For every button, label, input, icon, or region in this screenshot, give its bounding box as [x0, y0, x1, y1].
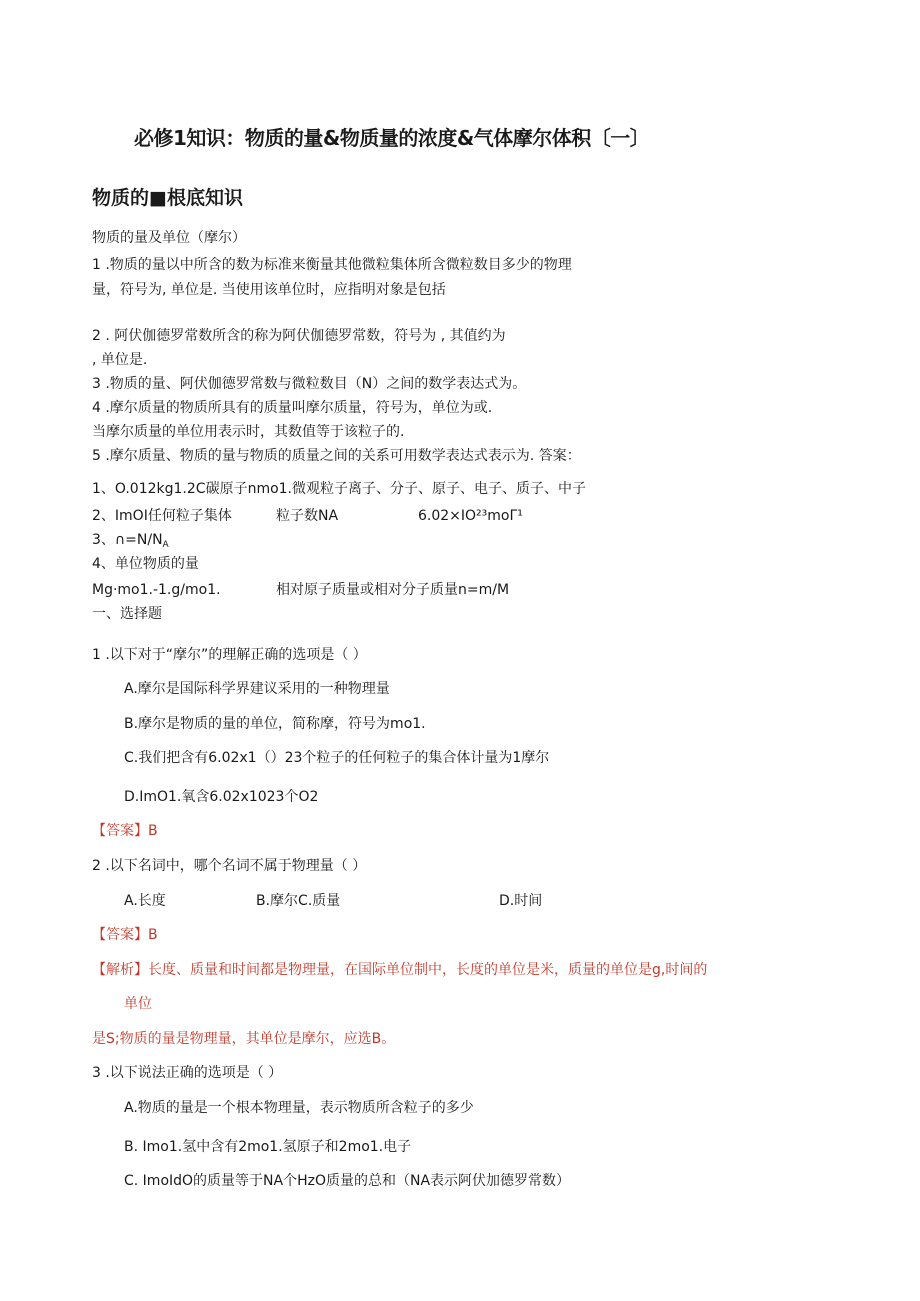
- question-1-option-a: A.摩尔是国际科学界建议采用的一种物理量: [124, 681, 390, 697]
- question-2-answer: 【答案】B: [92, 927, 158, 943]
- answer-3-main: 3、∩=N/N: [92, 532, 163, 548]
- item-5: 5 .摩尔质量、物质的量与物质的质量之间的关系可用数学表达式表示为. 答案：: [92, 448, 581, 464]
- question-1-option-c: C.我们把含有6.02x1（）23个粒子的任何粒子的集合体计量为1摩尔: [124, 750, 550, 766]
- question-2-explanation-line-2: 单位: [124, 996, 152, 1012]
- item-2-line-1: 2 . 阿伏伽德罗常数所含的称为阿伏伽德罗常数，符号为 , 其值约为: [92, 328, 506, 344]
- question-3-option-c: C. ImoIdO的质量等于NA个HzO质量的总和（NA表示阿伏加德罗常数）: [124, 1173, 571, 1189]
- question-1-answer: 【答案】B: [92, 823, 158, 839]
- answer-5-part-1: Mg·mo1.-1.g/mo1.: [92, 582, 221, 598]
- question-3: 3 .以下说法正确的选项是（ ）: [92, 1065, 283, 1081]
- answer-2-part-2: 粒子数NA: [276, 508, 339, 524]
- question-3-option-b: B. Imo1.氢中含有2mo1.氢原子和2mo1.电子: [124, 1139, 412, 1155]
- question-1-option-d: D.ImO1.氧含6.02x1023个O2: [124, 789, 319, 805]
- question-2-option-d: D.时间: [499, 893, 543, 909]
- answer-1: 1、O.012kg1.2C碳原子nmo1.微观粒子离子、分子、原子、电子、质子、中子: [92, 481, 586, 497]
- item-4-line-2: 当摩尔质量的单位用表示时，其数值等于该粒子的.: [92, 424, 405, 440]
- item-1-line-1: 1 .物质的量以中所含的数为标准来衡量其他微粒集体所含微粒数目多少的物理: [92, 257, 572, 273]
- section-choice: 一、选择题: [92, 606, 162, 622]
- answer-3: [92, 531, 169, 554]
- question-1: 1 .以下对于“摩尔”的理解正确的选项是（ ）: [92, 647, 367, 663]
- question-2-explanation-line-1: 【解析】长度、质量和时间都是物理量，在国际单位制中，长度的单位是米，质量的单位是g,时间的: [92, 962, 708, 978]
- question-3-option-a: A.物质的量是一个根本物理量，表示物质所含粒子的多少: [124, 1100, 474, 1116]
- answer-2-part-3: 6.02×IO²³moΓ¹: [418, 508, 523, 524]
- answer-3-subscript: A: [162, 540, 169, 550]
- answer-4: 4、单位物质的量: [92, 556, 199, 572]
- subheading: 物质的量及单位（摩尔）: [92, 230, 246, 246]
- question-2: 2 .以下名词中，哪个名词不属于物理量（ ）: [92, 858, 367, 874]
- question-1-option-b: B.摩尔是物质的量的单位，简称摩，符号为mo1.: [124, 716, 426, 732]
- question-2-option-a: A.长度: [124, 893, 166, 909]
- answer-5-part-2: 相对原子质量或相对分子质量n=m/M: [276, 582, 510, 598]
- item-2-line-2: , 单位是.: [92, 352, 148, 368]
- question-2-explanation-line-3: 是S;物质的量是物理量，其单位是摩尔，应选B。: [92, 1031, 396, 1047]
- section-heading: 物质的■根底知识: [92, 187, 243, 209]
- item-1-line-2: 量，符号为, 单位是. 当使用该单位时，应指明对象是包括: [92, 282, 446, 298]
- question-2-option-bc: B.摩尔C.质量: [256, 893, 341, 909]
- item-3: 3 .物质的量、阿伏伽德罗常数与微粒数目（N）之间的数学表达式为。: [92, 376, 527, 392]
- item-4-line-1: 4 .摩尔质量的物质所具有的质量叫摩尔质量，符号为，单位为或.: [92, 400, 493, 416]
- answer-2-part-1: 2、ImOI任何粒子集体: [92, 508, 232, 524]
- document-title: 必修1知识：物质的量&物质量的浓度&气体摩尔体积〔一〕: [134, 126, 650, 150]
